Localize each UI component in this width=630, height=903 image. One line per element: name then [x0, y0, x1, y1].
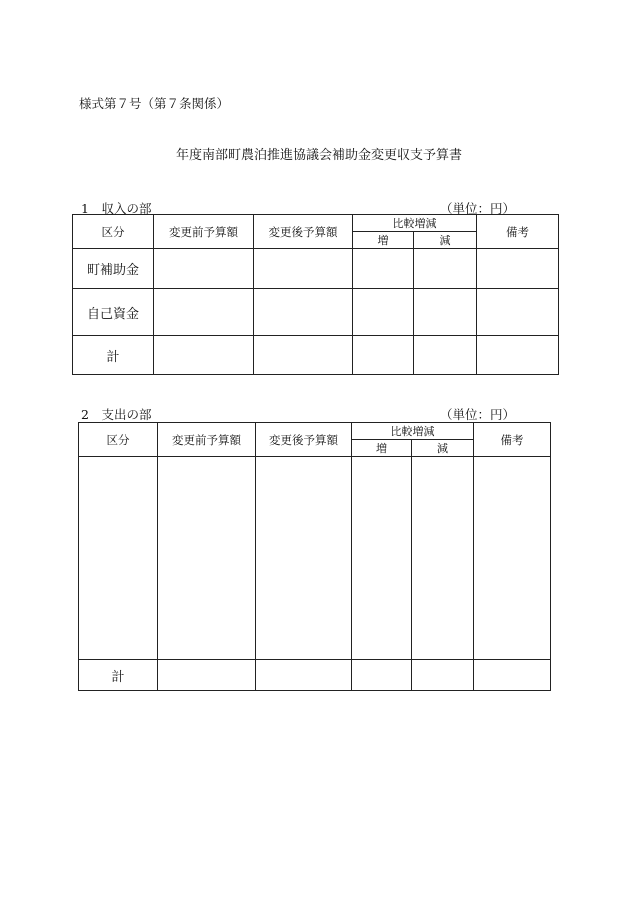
expense-header-category: 区分: [79, 423, 158, 457]
expense-cell[interactable]: [412, 660, 474, 691]
income-cell[interactable]: [414, 249, 477, 289]
income-header-comparison: 比較増減: [353, 215, 477, 232]
expense-header-before: 変更前予算額: [158, 423, 256, 457]
expense-header-decrease: 減: [412, 440, 474, 457]
expense-cell[interactable]: [352, 457, 412, 660]
expense-header-increase: 増: [352, 440, 412, 457]
form-number: 様式第７号（第７条関係）: [79, 96, 230, 111]
expense-unit: （単位：円）: [440, 407, 516, 422]
expense-header-remarks: 備考: [474, 423, 551, 457]
income-cell[interactable]: [353, 289, 414, 336]
table-row: [73, 336, 559, 375]
expense-cell[interactable]: [158, 660, 256, 691]
income-cell[interactable]: [154, 289, 254, 336]
income-cell[interactable]: [254, 289, 353, 336]
income-cell[interactable]: [254, 249, 353, 289]
income-header-after: 変更後予算額: [254, 215, 353, 249]
income-header-before: 変更前予算額: [154, 215, 254, 249]
expense-header-comparison: 比較増減: [352, 423, 474, 440]
income-unit: （単位：円）: [440, 201, 516, 216]
income-total-label: 計: [73, 336, 154, 375]
income-cell[interactable]: [414, 289, 477, 336]
income-cell[interactable]: [353, 249, 414, 289]
income-row-label: 自己資金: [73, 289, 154, 336]
income-cell[interactable]: [154, 336, 254, 375]
expense-cell[interactable]: [158, 457, 256, 660]
expense-cell[interactable]: [79, 457, 158, 660]
expense-heading: 2 支出の部: [81, 407, 152, 422]
income-heading: 1 収入の部: [81, 201, 152, 216]
income-table: [72, 214, 559, 375]
expense-total-label: 計: [79, 660, 158, 691]
income-row-label: 町補助金: [73, 249, 154, 289]
income-cell[interactable]: [477, 249, 559, 289]
expense-table: [78, 422, 551, 691]
income-header-decrease: 減: [414, 232, 477, 249]
expense-cell[interactable]: [256, 660, 352, 691]
expense-cell[interactable]: [474, 660, 551, 691]
income-cell[interactable]: [154, 249, 254, 289]
table-row: [79, 660, 551, 691]
income-cell[interactable]: [477, 336, 559, 375]
income-cell[interactable]: [254, 336, 353, 375]
income-header-increase: 増: [353, 232, 414, 249]
income-cell[interactable]: [353, 336, 414, 375]
table-row: [73, 249, 559, 289]
income-cell[interactable]: [414, 336, 477, 375]
income-header-category: 区分: [73, 215, 154, 249]
expense-header-after: 変更後予算額: [256, 423, 352, 457]
table-row: [73, 289, 559, 336]
table-row: [79, 457, 551, 660]
expense-cell[interactable]: [412, 457, 474, 660]
expense-cell[interactable]: [256, 457, 352, 660]
income-header-remarks: 備考: [477, 215, 559, 249]
expense-cell[interactable]: [352, 660, 412, 691]
income-cell[interactable]: [477, 289, 559, 336]
expense-cell[interactable]: [474, 457, 551, 660]
document-title: 年度南部町農泊推進協議会補助金変更収支予算書: [175, 148, 462, 163]
